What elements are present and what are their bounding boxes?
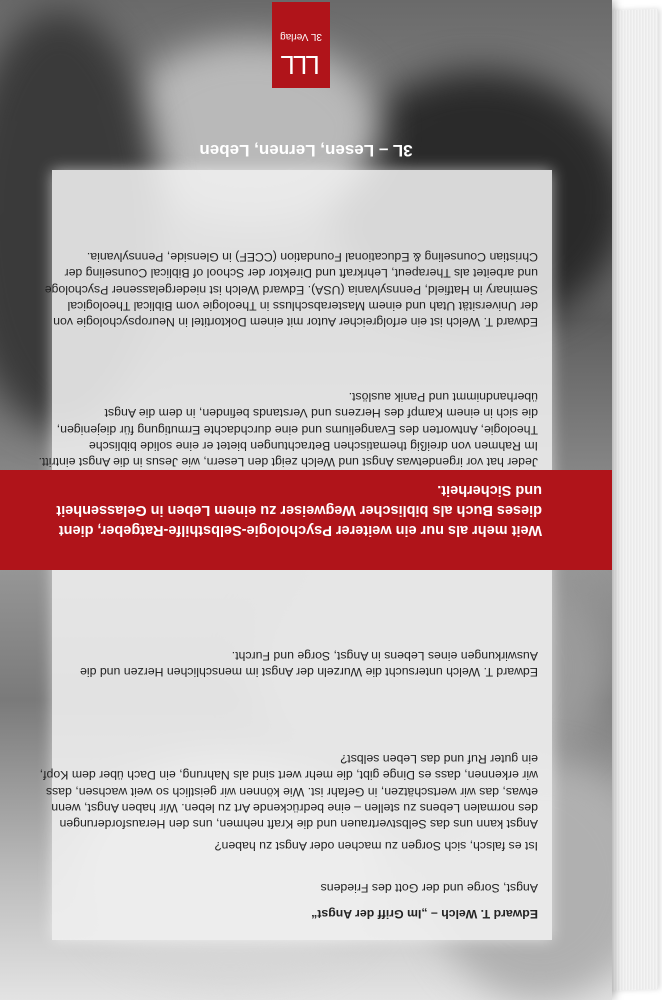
intro-question: Ist es falsch, sich Sorgen zu machen oder Angst zu haben?: [214, 839, 538, 853]
publisher-logo: [272, 2, 330, 88]
publisher-tagline: 3L – Lesen, Lernen, Leben: [199, 141, 413, 160]
publisher-name: 3L Verlag: [280, 31, 322, 42]
paragraph-fear: Angst kann uns das Selbstvertrauen und die Kraft nehmen, uns den Herausforderungen des normalen Lebens zu stellen – eine bedrückende Art zu leben. Wir haben Angst, wenn etwas, das wir wertschätzen, in Gefahr ist. Wie können wir geistlich so weit wachsen, dass wir erkennen, dass es Dinge gibt, die mehr wert sind als Nahrung, ein Dach über dem Kopf, ein guter Ruf und das Leben selbst?: [39, 752, 538, 831]
highlight-band: [0, 470, 612, 570]
book-subtitle: Angst, Sorge und der Gott des Friedens: [320, 881, 538, 895]
paragraph-roots: Edward T. Welch untersucht die Wurzeln der Angst im menschlichen Herzen und die Auswirkungen eines Lebens in Angst, Sorge und Furcht.: [80, 648, 538, 679]
logo-mark-icon: LLL: [282, 50, 320, 80]
book-author-title: Edward T. Welch – „Im Griff der Angst“: [311, 907, 538, 921]
paragraph-jesus: Jeder hat vor irgendetwas Angst und Welch zeigt den Lesern, wie Jesus in die Angst eintritt. Im Rahmen von dreißig thematischen Betrachtungen bietet er eine solide biblische Theologie, Antworten des Evangeliums und eine durchdachte Ermutigung für diejenigen, die sich in einem Kampf des Herzens und Verstands befinden, in dem die Angst überhandnimmt und Panik auslöst.: [38, 390, 538, 469]
author-bio: Edward T. Welch ist ein erfolgreicher Autor mit einem Doktortitel in Neuropsychologie von der Universität Utah und einem Masterabschluss in Theologie vom Biblical Theological Seminary in Hatfield, Pennsylvania (USA). Edward Welch ist niedergelassener Psychologe und arbeitet als Therapeut, Lehrkraft und Direktor der School of Biblical Counseling der Christian Counseling & Educational Foundation (CCEF) in Glenside, Pennsylvania.: [44, 250, 538, 329]
highlight-text: Weit mehr als nur ein weiterer Psychologie-Selbsthilfe-Ratgeber, dient dieses Buch als biblischer Wegweiser zu einem Leben in Gelassenheit und Sicherheit.: [56, 482, 542, 538]
